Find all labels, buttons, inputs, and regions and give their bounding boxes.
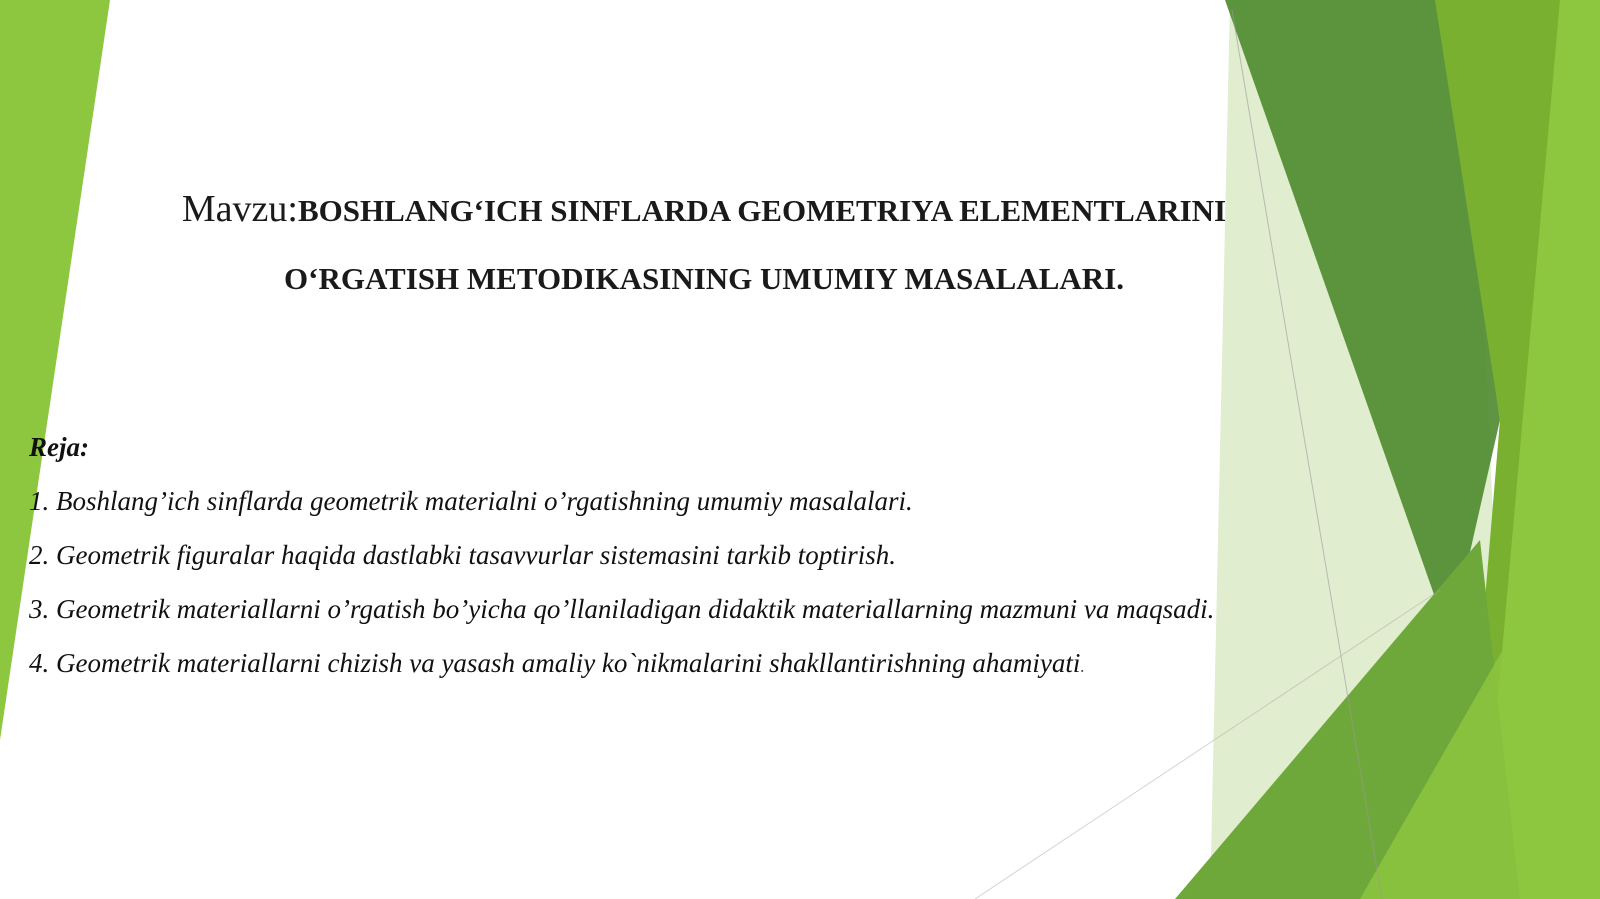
title-line-2 [130,248,1278,316]
plan-item-4 [29,646,1429,700]
title-text-1: BOSHLANG‘ICH SINFLARDA GEOMETRIYA ELEMENTLARINI [297,193,1227,228]
title-line-1 [130,178,1278,248]
plan-heading: Reja: [29,432,89,462]
slide-title [130,178,1278,316]
title-text-2: O‘RGATISH METODIKASINING UMUMIY MASALALARI. [284,261,1124,296]
plan-item-4-text: 4. Geometrik materiallarni chizish va yasash amaliy ko`nikmalarini shakllantirishning ahamiyati [29,648,1081,678]
plan-item-4-dot: . [1080,656,1085,676]
title-prefix: Mavzu: [181,188,298,230]
plan-item-3: 3. Geometrik materiallarni o’rgatish bo’yicha qo’llaniladigan didaktik materiallarning mazmuni va maqsadi. [29,594,1215,624]
plan-item-2: 2. Geometrik figuralar haqida dastlabki tasavvurlar sistemasini tarkib toptirish. [29,540,896,570]
plan-section [29,430,1429,700]
plan-item-1: 1. Boshlang’ich sinflarda geometrik materialni o’rgatishning umumiy masalalari. [29,486,913,516]
